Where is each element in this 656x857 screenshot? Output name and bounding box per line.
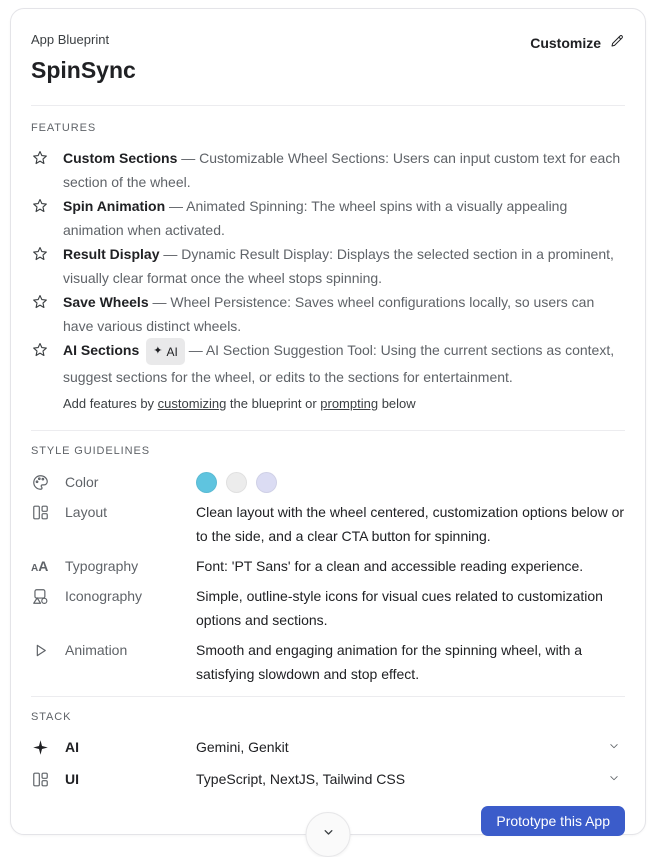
stack-expand-button[interactable] — [603, 768, 625, 790]
feature-name: Result Display — [63, 246, 160, 262]
stack-row — [31, 767, 625, 791]
feature-item — [31, 146, 625, 194]
card-header — [31, 9, 625, 86]
chevron-down-icon — [607, 771, 621, 788]
style-guidelines-list — [31, 470, 625, 686]
style-guideline-row — [31, 470, 625, 494]
layout-icon — [31, 500, 61, 548]
style-guideline-value: Smooth and engaging animation for the spinning wheel, with a satisfying slowdown and stop effect. — [196, 642, 583, 682]
features-note — [63, 394, 625, 414]
feature-item — [31, 338, 625, 389]
features-list — [31, 146, 625, 389]
style-guideline-row — [31, 638, 625, 686]
feature-text — [63, 290, 625, 338]
stack-row — [31, 735, 625, 759]
features-section — [31, 106, 625, 414]
feature-name: Custom Sections — [63, 150, 178, 166]
color-swatch[interactable] — [256, 472, 277, 493]
style-guideline-value: Simple, outline-style icons for visual cues related to customization options and sections. — [196, 588, 603, 628]
feature-description: — AI Section Suggestion Tool: Using the current sections as context, suggest sections for the wheel, or edits to the sections for entertainment. — [63, 342, 615, 385]
star-icon — [31, 338, 63, 359]
feature-text — [63, 242, 625, 290]
stack-row-value: TypeScript, NextJS, Tailwind CSS — [196, 771, 406, 787]
chevron-down-icon — [320, 824, 336, 845]
feature-description: — Wheel Persistence: Saves wheel configurations locally, so users can have various distinct wheels. — [63, 294, 595, 334]
expand-button[interactable] — [306, 812, 351, 857]
prompting-link[interactable]: prompting — [320, 396, 379, 411]
style-guideline-row — [31, 554, 625, 578]
style-guideline-label: Color — [65, 474, 99, 490]
prototype-button[interactable]: Prototype this App — [481, 806, 625, 836]
feature-text — [63, 146, 625, 194]
play-icon — [31, 638, 61, 686]
typography-icon: AA — [31, 558, 49, 574]
color-swatch[interactable] — [226, 472, 247, 493]
stack-section — [31, 697, 625, 791]
app-blueprint-card — [10, 8, 646, 835]
chevron-down-icon — [607, 739, 621, 756]
style-guidelines-section — [31, 431, 625, 686]
layout-icon — [31, 770, 61, 789]
ai-sparkle-icon: ✦ — [153, 345, 163, 357]
feature-description: — Dynamic Result Display: Displays the selected section in a prominent, visually clear format once the wheel stops spinning. — [63, 246, 614, 286]
star-icon — [31, 290, 63, 311]
style-guideline-value: Clean layout with the wheel centered, customization options below or to the side, and a clear CTA button for spinning. — [196, 504, 625, 544]
card-eyebrow: App Blueprint — [31, 32, 110, 47]
color-swatches — [196, 470, 625, 494]
feature-text — [63, 338, 625, 389]
palette-icon — [31, 470, 61, 494]
feature-text — [63, 194, 625, 242]
note-suffix: below — [378, 396, 416, 411]
style-guideline-label: Layout — [65, 504, 108, 520]
customize-label: Customize — [530, 34, 601, 51]
shapes-icon — [31, 584, 61, 632]
customizing-link[interactable]: customizing — [157, 396, 227, 411]
star-icon — [31, 194, 63, 215]
note-middle: the blueprint or — [226, 396, 321, 411]
feature-name: Save Wheels — [63, 294, 149, 310]
feature-item — [31, 194, 625, 242]
style-guideline-value: Font: 'PT Sans' for a clean and accessible reading experience. — [196, 558, 584, 574]
style-guideline-label: Typography — [65, 558, 139, 574]
style-guideline-label: Iconography — [65, 588, 143, 604]
pencil-icon — [609, 33, 625, 52]
ai-badge-label: AI — [166, 344, 178, 359]
style-guidelines-label: STYLE GUIDELINES — [31, 445, 150, 457]
feature-description: — Customizable Wheel Sections: Users can input custom text for each section of the wheel. — [63, 150, 621, 190]
feature-item — [31, 290, 625, 338]
ai-sparkle-icon — [31, 738, 61, 757]
stack-row-value: Gemini, Genkit — [196, 739, 289, 755]
feature-name: Spin Animation — [63, 198, 166, 214]
ai-badge — [146, 338, 185, 365]
star-icon — [31, 146, 63, 167]
star-icon — [31, 242, 63, 263]
feature-item — [31, 242, 625, 290]
style-guideline-row — [31, 500, 625, 548]
customize-button[interactable] — [530, 31, 625, 54]
stack-row-label: AI — [65, 739, 79, 755]
feature-name: AI Sections — [63, 342, 140, 358]
stack-list — [31, 735, 625, 791]
color-swatch[interactable] — [196, 472, 217, 493]
feature-description: — Animated Spinning: The wheel spins with a visually appealing animation when activated. — [63, 198, 568, 238]
style-guideline-label: Animation — [65, 642, 128, 658]
page-title: SpinSync — [31, 57, 136, 83]
note-prefix: Add features by — [63, 396, 158, 411]
stack-label: STACK — [31, 711, 72, 723]
style-guideline-row — [31, 584, 625, 632]
stack-expand-button[interactable] — [603, 736, 625, 758]
features-section-label: FEATURES — [31, 122, 97, 134]
header-titles — [31, 31, 136, 86]
stack-row-label: UI — [65, 771, 79, 787]
